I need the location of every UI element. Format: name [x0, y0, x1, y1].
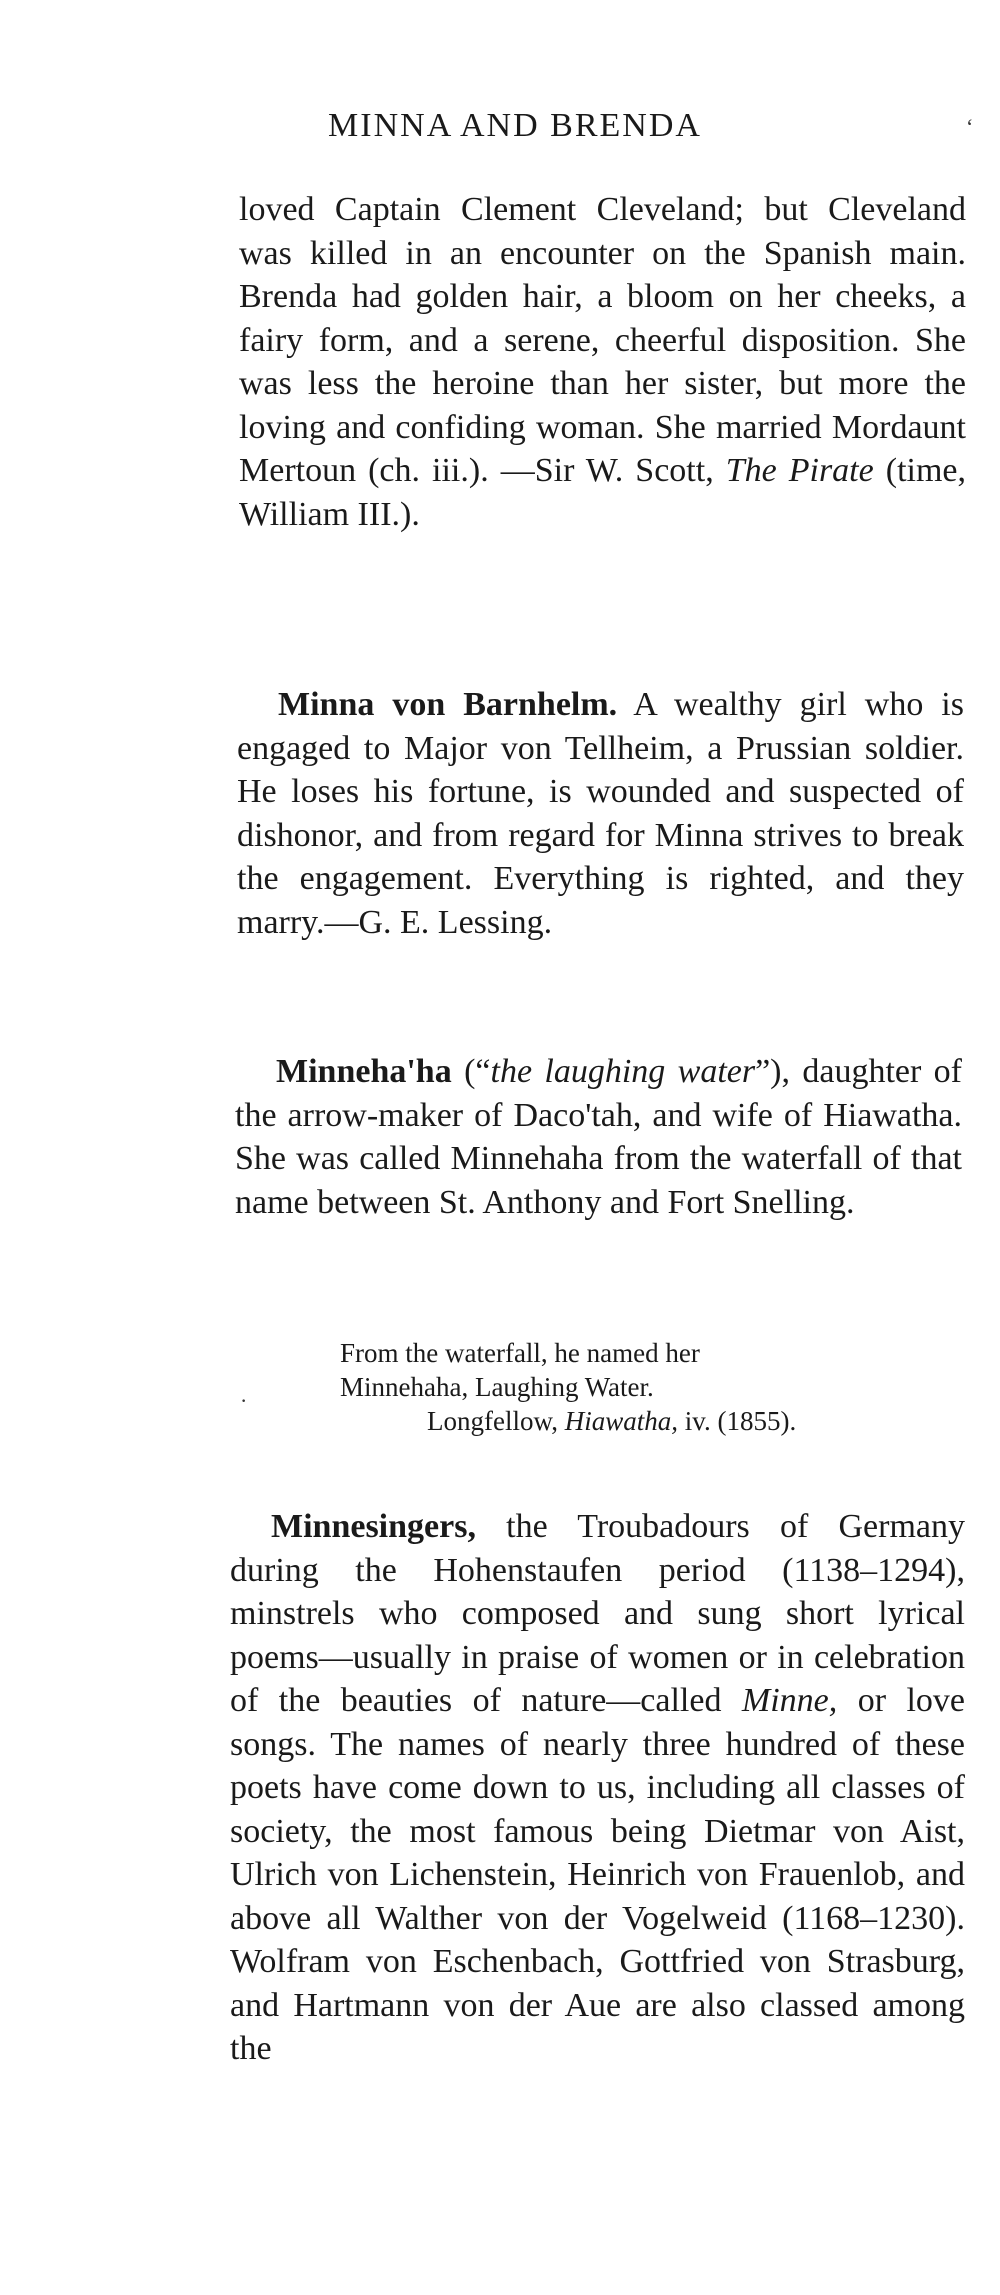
verse-line: Minnehaha, Laughing Water. [340, 1372, 654, 1402]
headword: Minneha'ha [276, 1053, 452, 1090]
gloss-close-quote: ”), [755, 1053, 791, 1090]
gloss: the laughing water [490, 1053, 756, 1090]
verse-quotation [340, 1336, 796, 1438]
entry-minna-von-barnhelm [237, 683, 964, 944]
entry-brenda-continued [239, 188, 966, 536]
entry-minnehaha [235, 1050, 962, 1224]
attribution-author: Longfellow, [427, 1406, 565, 1436]
entry-text: loved Captain Clement Cleveland; but Cleveland was killed in an encounter on the Spanish main. Brenda had golden hair, a bloom on her cheeks, a fairy form, and a serene, cheerful disposition. She was less the heroine than her sister, but more the loving and confiding woman. She married Mordaunt Mertoun (ch. iii.). —Sir W. Scott, [239, 191, 966, 489]
stray-mark-left-dot: · [240, 1388, 248, 1413]
entry-text: daughter of the arrow-maker of Daco'tah, and wife of Hiawatha. She was called Minnehaha from the waterfall of that name between St. Anthony and Fort Snelling. [235, 1053, 962, 1221]
entry-minnesingers [230, 1505, 965, 2071]
headword: Minnesingers, [271, 1508, 476, 1545]
running-head: MINNA AND BRENDA [328, 107, 702, 144]
entry-text: A wealthy girl who is engaged to Major von Tellheim, a Prussian soldier. He loses his fortune, is wounded and suspected of dishonor, and from regard for Minna strives to break the engagement. Everything is righted, and they marry.—G. E. Lessing. [237, 686, 964, 941]
entry-text: the Troubadours of Germany during the Hohenstaufen period (1138–1294), minstrels who composed and sung short lyrical poems—usually in praise of women or in celebration of the beauties of nature—called [230, 1508, 965, 1719]
gloss-open-quote: (“ [451, 1053, 491, 1090]
attribution-reference: iv. (1855). [677, 1406, 797, 1436]
work-title: The Pirate [725, 452, 874, 489]
entry-text: or love songs. The names of nearly three hundred of these poets have come down to us, including all classes of society, the most famous being Dietmar von Aist, Ulrich von Lichenstein, Heinrich von Frauenlob, and above all Walther von der Vogelweid (1168–1230). Wolfram von Eschenbach, Gottfried von Strasburg, and Hartmann von der Aue are also classed among the [230, 1682, 966, 2067]
headword: Minna von Barnhelm. [278, 686, 618, 723]
verse-line: From the waterfall, he named her [340, 1338, 700, 1368]
attribution-work: Hiawatha, [564, 1406, 678, 1436]
term: Minne, [741, 1682, 838, 1719]
stray-mark-top-right: ‘ [966, 114, 974, 139]
verse-attribution [340, 1404, 796, 1438]
entry-text: (time, William III.). [239, 452, 967, 533]
